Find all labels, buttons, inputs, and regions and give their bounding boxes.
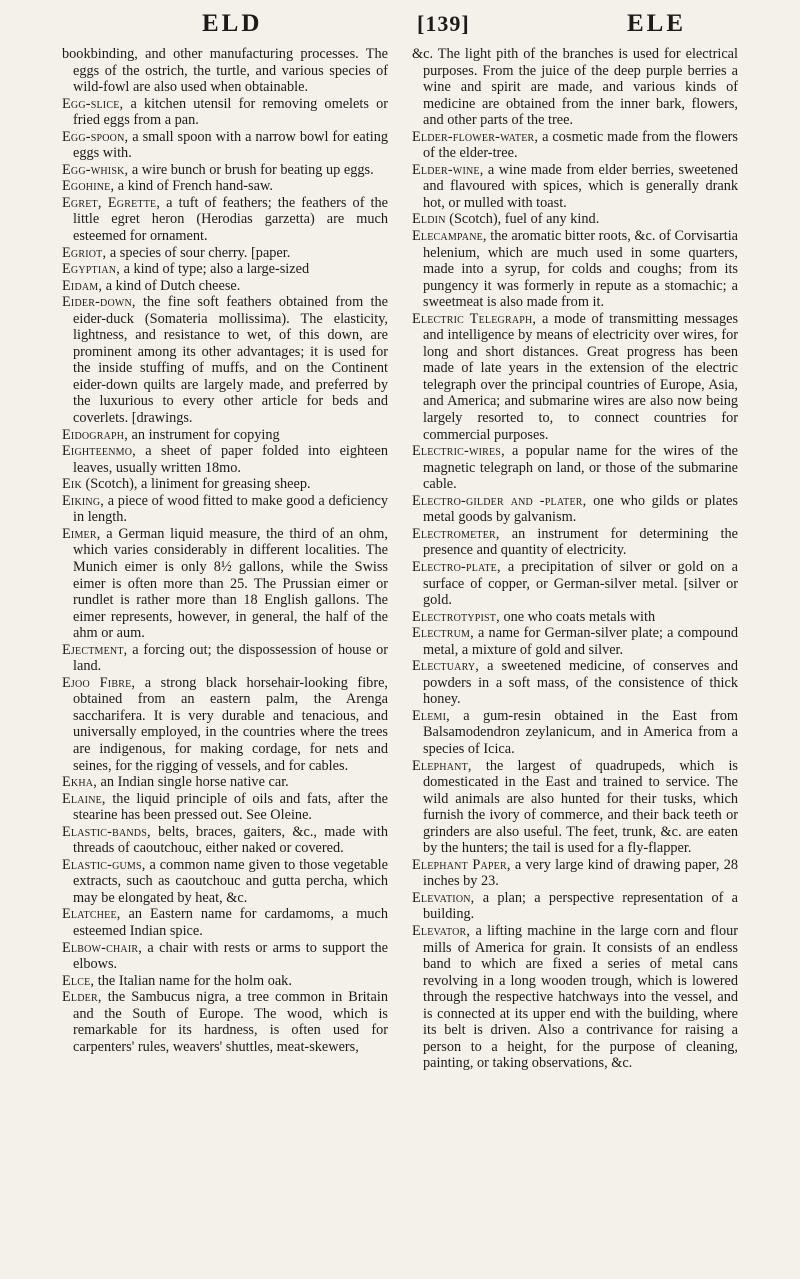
entry-headword: Egriot, [62,244,107,261]
entry-definition: the Italian name for the holm oak. [94,972,292,989]
entry-headword: Elevation, [412,889,475,906]
entry-definition: the aromatic bitter roots, &c. of Corvisartia helenium, which are much used in some quarters, made into a syrup, for colds and coughs; from its pungency it was formerly in repute as a stomachic; a sweetmeat is also made from it. [423,228,739,311]
entry-definition: the liquid principle of oils and fats, after the stearine has been pressed out. See Oleine. [73,790,388,824]
entry-headword: Eidam, [62,277,103,294]
entry-definition: a strong black horsehair-looking fibre, obtained from an eastern palm, the Arenga saccharifera. It is very durable and tenacious, and universally employed, in the countries where the trees are indigenous, for making cordage, for nets and seines, for the rigging of vessels, and for cables. [73,674,388,774]
dictionary-entry [62,427,388,444]
dictionary-entry [62,642,388,675]
entry-definition: a sheet of paper folded into eighteen leaves, usually written 18mo. [73,443,388,476]
entry-headword: Elephant Paper, [412,856,511,873]
dictionary-entry [62,178,388,195]
left-column [62,46,388,1072]
dictionary-entry [412,625,738,658]
dictionary-entry [62,940,388,973]
entry-headword: Elbow-chair, [62,939,143,956]
dictionary-entry [412,708,738,758]
dictionary-entry [62,476,388,493]
dictionary-entry [412,923,738,1072]
dictionary-entry [62,443,388,476]
entry-headword: Elastic-bands, [62,823,151,840]
entry-headword: Egyptian, [62,261,120,278]
entry-definition: a plan; a perspective representation of a building. [423,889,738,923]
entry-headword: Egg-spoon, [62,128,129,145]
entry-definition: a very large kind of drawing paper, 28 inches by 23. [423,856,738,890]
entry-definition: a small spoon with a narrow bowl for eating eggs with. [73,128,388,162]
entry-definition: a lifting machine in the large corn and flour mills of America for grain. It consists of an endless band to which are fixed a series of metal cans revolving in a long wooden trough, which is lowered through the respective hatchways into the vessel, and is connected at its upper end with the building, where its belt is driven. Also a contrivance for raising a person to a height, for the purpose of cleaning, painting, or taking observations, &c. [423,922,738,1072]
entry-definition: a sweetened medicine, of conserves and powders in a soft mass, of the consistence of thick honey. [423,658,738,708]
entry-headword: Elaine, [62,790,106,807]
dictionary-entry [412,493,738,526]
entry-headword: Egg-slice, [62,95,124,112]
dictionary-entry [62,526,388,642]
entry-headword: Electric-wires, [412,443,505,460]
dictionary-entry [412,857,738,890]
entry-definition: a cosmetic made from the flowers of the elder-tree. [423,128,738,162]
entry-definition: a tuft of feathers; the feathers of the little egret heron (Herodias garzetta) are much esteemed for ornament. [73,194,388,245]
entry-headword: Eimer, [62,525,101,542]
page-number: [139] [417,11,470,36]
entry-headword: Eighteenmo, [62,443,136,460]
entry-definition: a kind of French hand-saw. [114,178,273,195]
entry-definition: the fine soft feathers obtained from the eider-duck (Somateria mollissima). The elasticity, lightness, and resistance to wet, of this down, are prominent among its other advantages; it is used for the inside stuffing of muffs, and on the Continent eider-down quilts are largely made, and preferred by the luxurious to every other article for beds and coverlets. [drawings. [73,294,388,427]
entry-headword: Egret, Egrette, [62,194,161,211]
dictionary-entry [412,890,738,923]
dictionary-entry [62,973,388,990]
entry-headword: Eiking, [62,492,105,509]
entry-headword: Eider-down, [62,294,136,311]
entry-definition: a common name given to those vegetable extracts, such as caoutchouc and gutta percha, which may be elongated by heat, &c. [73,856,388,906]
entry-headword: Eik [62,476,82,493]
entry-definition: a popular name for the wires of the magnetic telegraph on land, or those of the submarine cable. [423,443,738,493]
dictionary-entry [62,96,388,129]
entry-definition: a wine made from elder berries, sweetened and flavoured with spices, which is generally drank hot, or mulled with toast. [423,161,738,211]
entry-headword: Elevator, [412,922,471,939]
dictionary-entry [412,559,738,609]
entry-definition: an Eastern name for cardamoms, a much esteemed Indian spice. [73,906,388,939]
entry-definition: an instrument for determining the presence and quantity of electricity. [423,525,738,559]
entry-definition: a species of sour cherry. [paper. [106,244,291,261]
entry-definition: a gum-resin obtained in the East from Balsamodendron zeylanicum, and in America from a species of Icica. [423,707,738,757]
entry-definition: an Indian single horse native car. [96,774,289,791]
dictionary-entry [412,609,738,626]
dictionary-entry [62,261,388,278]
entry-headword: Eldin [412,211,446,228]
dictionary-entry [62,989,388,1055]
entry-definition: a kind of Dutch cheese. [102,277,241,294]
entry-definition: (Scotch), fuel of any kind. [445,211,600,228]
dictionary-entry [62,675,388,774]
entry-headword: Electro-gilder and -plater, [412,492,587,509]
entry-headword: Elatchee, [62,906,121,923]
entry-definition: a mode of transmitting messages and intelligence by means of electricity over wires, for long and short distances. Great progress has been made of late years in the extension of the electric telegraph over the principal countries of Europe, Asia, and America; and submarine wires are also now being largely resorted to, to connect countries for commercial purposes. [423,310,739,443]
dictionary-entry [62,195,388,245]
dictionary-entry [62,245,388,262]
entry-definition: a precipitation of silver or gold on a surface of copper, or German-silver metal. [silver or gold. [423,558,738,609]
entry-headword: Elder-flower-water, [412,128,539,145]
entry-headword: Eidograph, [62,426,128,443]
entry-headword: Ejectment, [62,641,128,658]
entry-definition: a wire bunch or brush for beating up eggs. [128,161,374,178]
entry-headword: Electrometer, [412,525,500,542]
entry-headword: Elephant, [412,757,472,774]
dictionary-entry [412,46,738,129]
entry-definition: a forcing out; the dispossession of house or land. [73,641,388,675]
entry-headword: Electro-plate, [412,558,501,575]
dictionary-entry [62,906,388,939]
entry-headword: Egohine, [62,178,115,195]
dictionary-entry [412,211,738,228]
entry-definition: (Scotch), a liniment for greasing sheep. [81,476,311,493]
entry-headword: Electrotypist, [412,608,500,625]
dictionary-entry [62,857,388,907]
dictionary-entry [412,228,738,311]
dictionary-entry [412,658,738,708]
entry-definition: one who gilds or plates metal goods by galvanism. [423,492,738,526]
text-columns [62,46,738,1072]
entry-definition: the Sambucus nigra, a tree common in Britain and the South of Europe. The wood, which is remarkable for its hardness, is often used for carpenters' rules, weavers' shuttles, meat-skewers, [73,989,388,1055]
entry-definition: an instrument for copying [127,426,280,443]
running-head-right: ELE [627,10,687,37]
entry-definition: bookbinding, and other manufacturing processes. The eggs of the ostrich, the turtle, and various species of wild-fowl are also used when obtainable. [62,46,388,96]
entry-headword: Electric Telegraph, [412,310,537,327]
entry-headword: Egg-whisk, [62,161,129,178]
entry-definition: the largest of quadrupeds, which is domesticated in the East and trained to service. The wild animals are also hunted for their tusks, which furnish the ivory of commerce, and their back teeth or grinders are also useful. The feet, trunk, &c. are eaten by the hunters; the tail is used for a fly-flapper. [423,757,738,857]
entry-headword: Elce, [62,972,95,989]
dictionary-entry [412,311,738,443]
running-head-left: ELD [202,10,263,37]
dictionary-entry [62,294,388,426]
dictionary-entry [62,129,388,162]
entry-headword: Elder-wine, [412,161,484,178]
dictionary-entry [412,526,738,559]
entry-headword: Elemi, [412,707,450,724]
dictionary-entry [62,162,388,179]
entry-definition: a German liquid measure, the third of an ohm, which varies considerably in different localities. The Munich eimer is only 8½ gallons, while the Swiss eimer is often more than 25. The Prussian eimer or rundlet is rather more than 18 English gallons. The eimer represents, however, in general, the half of the ahm or aum. [73,525,388,642]
dictionary-entry [62,824,388,857]
dictionary-entry [62,493,388,526]
entry-headword: Elecampane, [412,228,487,245]
dictionary-entry [412,162,738,212]
entry-definition: a chair with rests or arms to support the elbows. [73,939,388,973]
right-column [412,46,738,1072]
entry-definition: belts, braces, gaiters, &c., made with threads of caoutchouc, either naked or covered. [73,823,388,857]
entry-definition: a name for German-silver plate; a compound metal, a mixture of gold and silver. [423,625,738,658]
entry-headword: Electrum, [412,625,474,642]
entry-definition: &c. The light pith of the branches is used for electrical purposes. From the juice of the deep purple berries a wine and spirit are made, and various kinds of medicine are obtained from the inner bark, flowers, and other parts of the tree. [412,46,738,129]
dictionary-entry [62,774,388,791]
dictionary-entry [62,278,388,295]
entry-headword: Elastic-gums, [62,856,146,873]
entry-definition: a piece of wood fitted to make good a deficiency in length. [73,492,388,526]
entry-headword: Ejoo Fibre, [62,674,136,691]
dictionary-entry [62,46,388,96]
dictionary-entry [412,129,738,162]
dictionary-entry [62,791,388,824]
entry-headword: Ekha, [62,774,97,791]
dictionary-entry [412,758,738,857]
entry-definition: one who coats metals with [499,608,656,625]
entry-definition: a kitchen utensil for removing omelets or fried eggs from a pan. [73,95,388,129]
entry-headword: Elder, [62,989,102,1006]
entry-headword: Electuary, [412,658,480,675]
entry-definition: a kind of type; also a large-sized [120,261,310,278]
running-head [62,6,738,42]
dictionary-entry [412,443,738,493]
